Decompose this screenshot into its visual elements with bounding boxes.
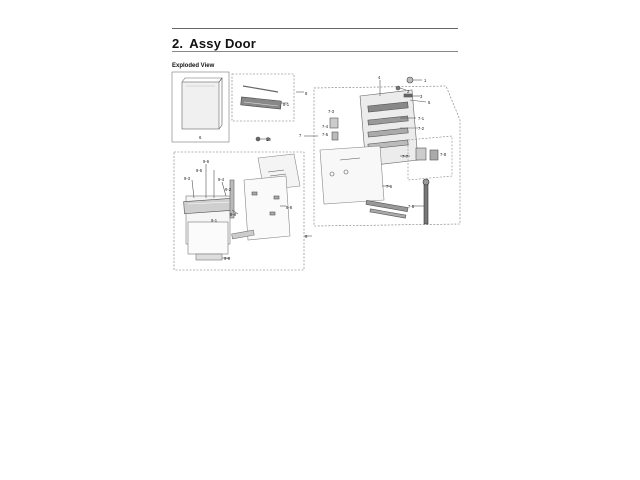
callout-9-2: 9-2: [225, 187, 232, 192]
callout-9: 9: [305, 234, 308, 239]
panel-group-box: [174, 152, 304, 270]
callout-7: 7: [299, 133, 302, 138]
section-number: 2.: [172, 36, 184, 51]
callout-7-7: 7-7: [402, 154, 409, 159]
inner-door-group-box: [304, 77, 460, 236]
callout-9-5: 9-5: [196, 168, 203, 173]
callout-9-1: 9-1: [211, 218, 218, 223]
callout-9-8b: 9-8: [286, 205, 293, 210]
callout-7-8: 7-8: [440, 152, 447, 157]
view-label: Exploded View: [172, 63, 215, 69]
callout-7-2: 7-2: [418, 126, 425, 131]
callout-8-1: 8-1: [283, 102, 290, 107]
callout-2: 2: [407, 89, 410, 94]
callout-7-6b: 7-6: [408, 204, 415, 209]
callout-5: 5: [428, 100, 431, 105]
callout-8: 8: [305, 91, 308, 96]
section-title-text: Assy Door: [189, 36, 257, 51]
callout-7-1: 7-1: [418, 116, 425, 121]
callout-10: 10: [266, 137, 271, 142]
callout-7-4: 7-4: [322, 124, 329, 129]
callout-9-6: 9-6: [203, 159, 210, 164]
callout-9-9: 9-9: [224, 256, 231, 261]
callout-9-3: 9-3: [184, 176, 191, 181]
callout-7-6: 7-6: [386, 184, 393, 189]
door-assembly-box: [172, 72, 229, 142]
callout-1: 1: [424, 78, 427, 83]
callout-4: 4: [378, 75, 381, 80]
callout-9-4: 9-4: [218, 177, 225, 182]
handle-group-box: [232, 74, 294, 121]
callout-3: 3: [420, 94, 423, 99]
callout-9-8: 9-8: [230, 212, 237, 217]
callout-7-3: 7-3: [328, 109, 335, 114]
callout-6: 6: [199, 135, 202, 140]
callout-7-5: 7-5: [322, 132, 329, 137]
